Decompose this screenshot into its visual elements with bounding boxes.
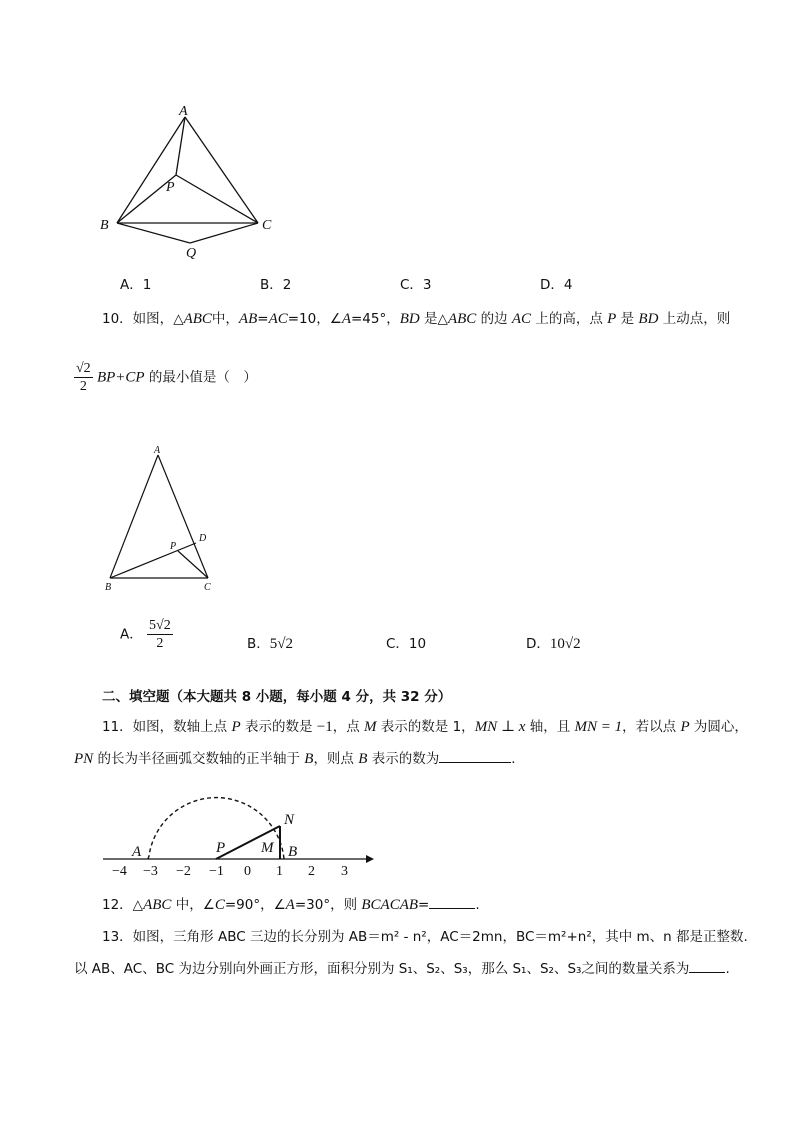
q10-option-d[interactable]: D．10√2 — [526, 636, 581, 652]
label-m: M — [261, 840, 274, 856]
q9-option-d[interactable]: D．4 — [540, 277, 573, 293]
segment-cp — [176, 175, 258, 223]
section-heading-fill-blank: 二、填空题（本大题共 8 小题，每小题 4 分，共 32 分） — [102, 689, 452, 705]
q13-line2: 以 AB、AC、BC 为边分别向外画正方形，面积分别为 S₁、S₂、S₃，那么 S₁、S₂、S₃之间的数量关系为 . — [74, 961, 730, 977]
q9-option-c[interactable]: C．3 — [400, 277, 432, 293]
label-d: D — [199, 533, 207, 544]
label-a: A — [132, 844, 142, 860]
q13-answer-blank[interactable] — [689, 960, 725, 973]
q10-option-a[interactable]: A． $\frac{5√2}{2}$ — [120, 618, 171, 651]
label-c: C — [262, 218, 272, 233]
segment-pc — [178, 551, 208, 578]
label-b: B — [288, 844, 298, 860]
fraction-sqrt2-over-2: $\frac{√2}{2}$ — [76, 361, 91, 394]
segment-ab — [117, 117, 185, 223]
figure-q10 — [98, 440, 228, 595]
tick-label: −3 — [143, 864, 158, 879]
q10-line2: $\frac{√2}{2}$ BP+CP 的最小值是（ ） — [76, 361, 257, 394]
label-n: N — [284, 812, 295, 828]
figure-q9 — [90, 95, 290, 265]
segment-ap — [176, 117, 185, 175]
q11-answer-blank[interactable] — [439, 750, 511, 763]
label-a: A — [154, 445, 161, 456]
label-p: P — [216, 840, 226, 856]
tick-label: −2 — [176, 864, 191, 879]
segment-cq — [190, 223, 258, 243]
q11-line1: 11．如图，数轴上点 P 表示的数是 −1，点 M 表示的数是 1，MN ⊥ x 轴，且 MN = 1，若以点 P 为圆心， — [102, 719, 748, 735]
label-a: A — [179, 104, 188, 119]
q11-line2: PN 的长为半径画弧交数轴的正半轴于 B，则点 B 表示的数为 . — [74, 751, 516, 767]
q13-line1: 13．如图，三角形 ABC 三边的长分别为 AB＝m² - n²，AC＝2mn，BC＝m²+n²，其中 m、n 都是正整数. — [102, 929, 748, 945]
label-b: B — [105, 582, 112, 593]
label-c: C — [204, 582, 211, 593]
q9-option-b[interactable]: B．2 — [260, 277, 292, 293]
q10-option-c[interactable]: C．10 — [386, 636, 427, 652]
label-p: P — [166, 180, 175, 195]
segment-bd — [110, 543, 196, 578]
tick-label: 1 — [276, 864, 283, 879]
tick-label: −1 — [209, 864, 224, 879]
axis-arrow — [366, 855, 374, 863]
tick-label: −4 — [112, 864, 127, 879]
label-b: B — [100, 218, 109, 233]
q12-text: 12．△ABC 中，∠C=90°，∠A=30°，则 BCACAB= . — [102, 897, 480, 913]
tick-label: 0 — [244, 864, 251, 879]
q12-answer-blank[interactable] — [429, 896, 475, 909]
segment-ac — [185, 117, 258, 223]
label-p: P — [170, 541, 177, 552]
q9-option-a[interactable]: A．1 — [120, 277, 152, 293]
q10-option-b[interactable]: B．5√2 — [247, 636, 293, 652]
tick-label: 3 — [341, 864, 348, 879]
segment-ac — [158, 455, 208, 578]
tick-label: 2 — [308, 864, 315, 879]
segment-bq — [117, 223, 190, 243]
segment-ab — [110, 455, 158, 578]
q10-line1: 10．如图，△ABC中，AB=AC=10，∠A=45°，BD 是△ABC 的边 AC 上的高，点 P 是 BD 上动点，则 — [102, 311, 731, 327]
figure-number-line — [98, 780, 378, 880]
label-q: Q — [186, 246, 197, 261]
